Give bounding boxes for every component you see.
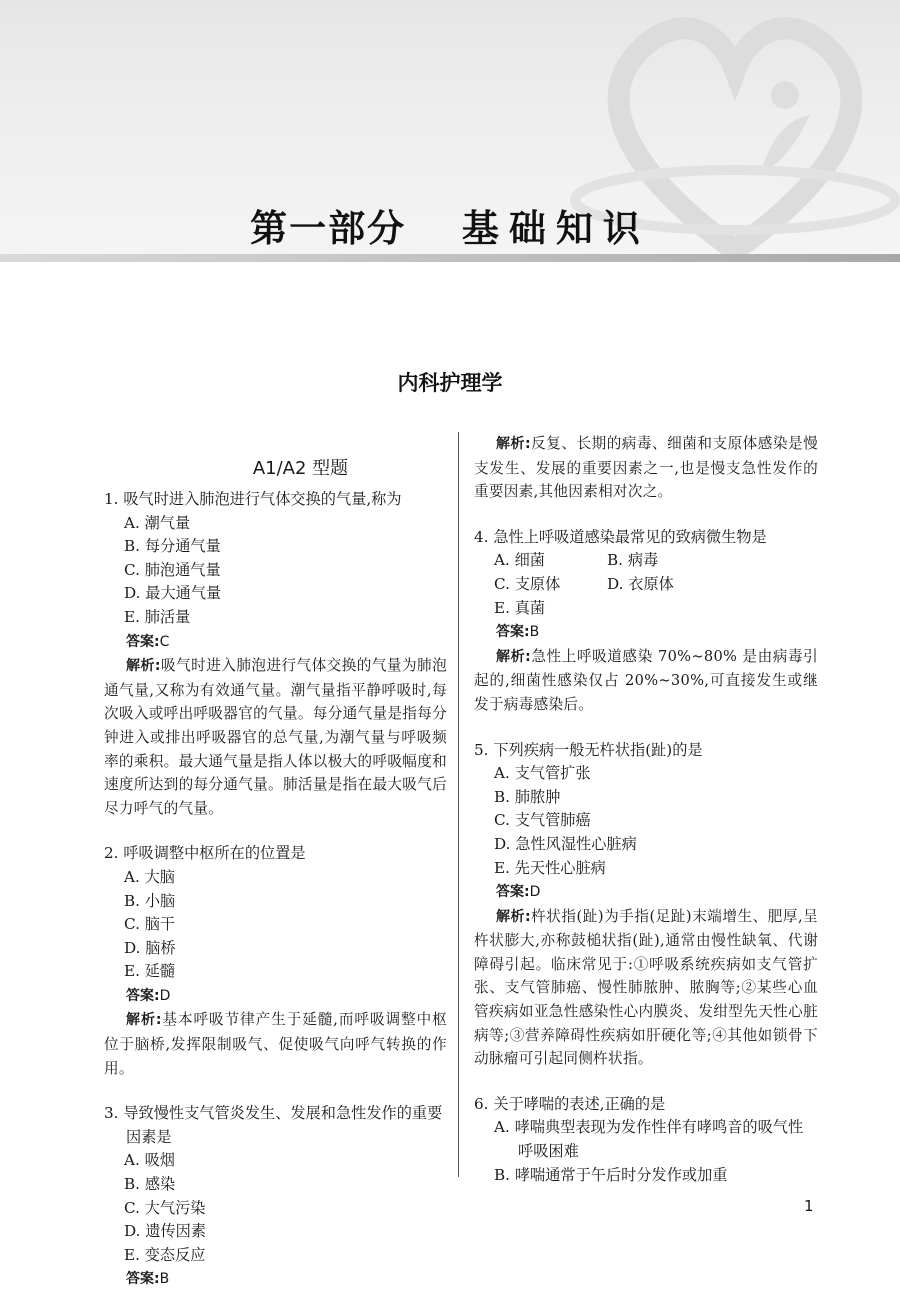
- option-e: E. 肺活量: [124, 607, 191, 626]
- section-heading: A1/A2 型题: [252, 458, 349, 479]
- option-b: B. 哮喘通常于午后时分发作或加重: [494, 1165, 728, 1184]
- options: [104, 866, 447, 984]
- question-6: [474, 1093, 818, 1187]
- option-b: B. 感染: [124, 1175, 176, 1194]
- option-a: A. 细菌: [494, 551, 545, 570]
- option-a: A. 支气管扩张: [494, 764, 591, 783]
- question-3-analysis: [474, 432, 818, 504]
- analysis-text: 基本呼吸节律产生于延髓,而呼吸调整中枢位于脑桥,发挥限制吸气、促使吸气向呼气转换的作用。: [104, 1011, 447, 1077]
- chapter-title: 内科护理学: [397, 370, 503, 395]
- option-c: C. 肺泡通气量: [124, 560, 221, 579]
- question-stem: 5. 下列疾病一般无杵状指(趾)的是: [474, 740, 703, 759]
- answer-value: B: [529, 624, 540, 641]
- option-e: E. 真菌: [494, 598, 546, 617]
- analysis-label: 解析:: [496, 908, 531, 925]
- answer-label: 答案:: [126, 987, 160, 1004]
- option-c: C. 支原体: [494, 574, 561, 593]
- answer: [104, 630, 447, 655]
- question-stem: 1. 吸气时进入肺泡进行气体交换的气量,称为: [104, 490, 402, 508]
- analysis: [474, 432, 818, 504]
- option-e: E. 变态反应: [124, 1245, 206, 1264]
- option-c: C. 脑干: [124, 915, 176, 934]
- analysis: [104, 654, 447, 820]
- analysis-text: 急性上呼吸道感染 70%~80% 是由病毒引起的,细菌性感染仅占 20%~30%,可直接发生或继发于病毒感染后。: [474, 647, 819, 713]
- analysis-text: 反复、长期的病毒、细菌和支原体感染是慢支发生、发展的重要因素之一,也是慢支急性发作的重要因素,其他因素相对次之。: [474, 435, 819, 501]
- analysis-label: 解析:: [126, 658, 161, 675]
- analysis-text: 杵状指(趾)为手指(足趾)末端增生、肥厚,呈杵状膨大,亦称鼓槌状指(趾),通常由慢性缺氧、代谢障碍引起。临床常见于:①呼吸系统疾病如支气管扩张、支气管肺癌、慢性肺脓肿、脓胸等;②某些心血管疾病如亚急性感染性心内膜炎、发绀型先天性心脏病等;③营养障碍性疾病如肝硬化等;④其他如锁骨下动脉瘤可引起同侧杵状指。: [474, 907, 819, 1068]
- option-e: E. 先天性心脏病: [494, 858, 606, 877]
- options: [474, 762, 818, 880]
- question-stem: 2. 呼吸调整中枢所在的位置是: [104, 844, 306, 863]
- left-column: [104, 432, 447, 1314]
- answer-value: C: [159, 633, 170, 650]
- option-b: B. 每分通气量: [124, 537, 221, 556]
- part-title: [0, 198, 900, 252]
- option-b: B. 小脑: [124, 891, 176, 910]
- question-5: [474, 739, 818, 1071]
- column-divider: [458, 432, 459, 1177]
- option-b: B. 肺脓肿: [494, 787, 561, 806]
- option-d: D. 脑桥: [124, 938, 176, 957]
- option-c: C. 大气污染: [124, 1198, 206, 1217]
- option-b: B. 病毒: [607, 551, 659, 570]
- analysis-label: 解析:: [496, 648, 532, 665]
- option-c: C. 支气管肺癌: [494, 811, 591, 830]
- analysis-label: 解析:: [126, 1012, 162, 1029]
- answer-value: D: [159, 987, 171, 1004]
- options: [474, 1116, 818, 1187]
- analysis: [104, 1008, 447, 1080]
- question-1: [104, 488, 447, 820]
- option-e: E. 延髓: [124, 962, 176, 981]
- analysis-label: 解析:: [496, 436, 531, 452]
- analysis: [474, 905, 818, 1071]
- page-number: 1: [804, 1197, 814, 1215]
- analysis: [474, 645, 818, 717]
- question-stem: 4. 急性上呼吸道感染最常见的致病微生物是: [474, 527, 767, 546]
- answer-label: 答案:: [126, 633, 160, 650]
- question-stem: 3. 导致慢性支气管炎发生、发展和急性发作的重要因素是: [104, 1104, 443, 1146]
- option-d: D. 最大通气量: [124, 584, 222, 603]
- answer-label: 答案:: [126, 1271, 160, 1288]
- answer-value: B: [159, 1271, 170, 1288]
- answer: [104, 984, 447, 1009]
- answer: [104, 1267, 447, 1292]
- options: [104, 1149, 447, 1267]
- question-2: [104, 842, 447, 1080]
- option-a: A. 大脑: [124, 867, 175, 886]
- answer-label: 答案:: [496, 884, 530, 901]
- options: [104, 512, 447, 630]
- answer-value: D: [529, 884, 541, 901]
- part-title-name: 基础知识: [461, 207, 650, 250]
- option-a: A. 哮喘典型表现为发作性伴有哮鸣音的吸气性呼吸困难: [494, 1118, 804, 1161]
- header-rule: [0, 254, 900, 262]
- option-d: D. 遗传因素: [124, 1222, 207, 1241]
- chapter-header-banner: [0, 0, 900, 262]
- option-d: D. 急性风湿性心脏病: [494, 834, 637, 853]
- question-stem: 6. 关于哮喘的表述,正确的是: [474, 1094, 666, 1113]
- option-a: A. 潮气量: [124, 513, 191, 532]
- answer: [474, 620, 818, 645]
- question-3: [104, 1102, 447, 1292]
- analysis-text: 吸气时进入肺泡进行气体交换的气量为肺泡通气量,又称为有效通气量。潮气量指平静呼吸时,每次吸入或呼出呼吸器官的气量。每分通气量是指每分钟进入或排出呼吸器官的总气量,为潮气量与呼吸频率的乘积。最大通气量是指人体以极大的呼吸幅度和速度所达到的每分通气量。肺活量是指在最大吸气后尽力呼气的气量。: [104, 657, 448, 817]
- right-column: [474, 432, 818, 1209]
- answer: [474, 880, 818, 905]
- options: [474, 549, 818, 620]
- option-a: A. 吸烟: [124, 1151, 175, 1170]
- part-title-number: 第一部分: [250, 207, 407, 250]
- question-4: [474, 526, 818, 717]
- option-d: D. 衣原体: [607, 574, 674, 593]
- answer-label: 答案:: [496, 624, 530, 641]
